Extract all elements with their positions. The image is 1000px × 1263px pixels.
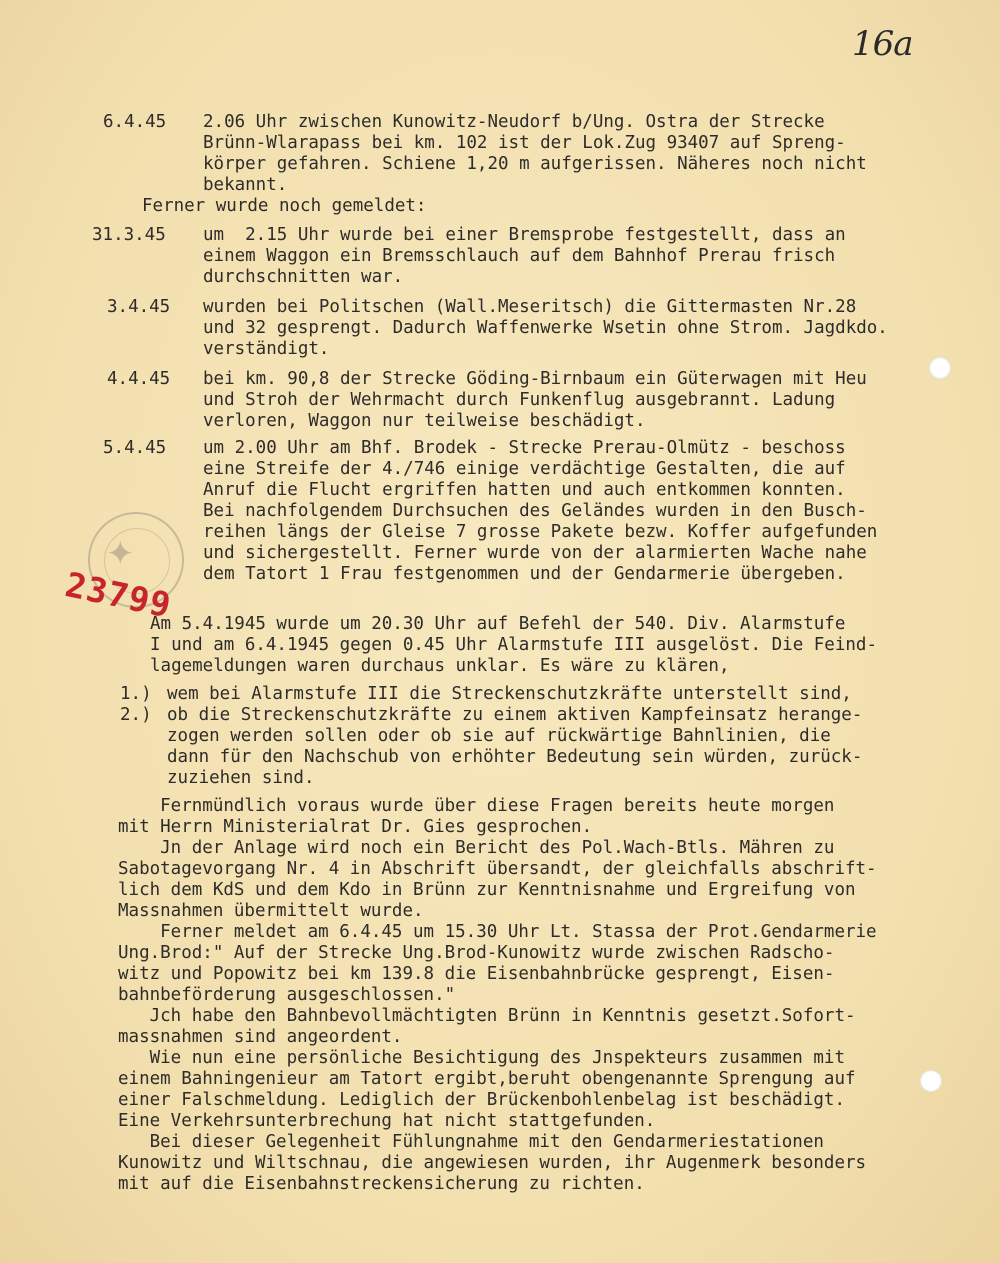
question-line: wem bei Alarmstufe III die Streckenschutzkräfte unterstellt sind, [167, 684, 852, 704]
closing-line: einem Bahningenieur am Tatort ergibt,beruht obengenannte Sprengung auf [118, 1069, 856, 1089]
closing-line: einer Falschmeldung. Lediglich der Brückenbohlenbelag ist beschädigt. [118, 1090, 845, 1110]
question-line: zuziehen sind. [167, 768, 315, 788]
closing-line: Ferner meldet am 6.4.45 um 15.30 Uhr Lt. Stassa der Prot.Gendarmerie [118, 922, 877, 942]
closing-line: Massnahmen übermittelt wurde. [118, 901, 424, 921]
entry-line: Brünn-Wlarapass bei km. 102 ist der Lok.Zug 93407 auf Spreng- [203, 133, 846, 153]
entry-line: und sichergestellt. Ferner wurde von der alarmierten Wache nahe [203, 543, 867, 563]
intro-line: Ferner wurde noch gemeldet: [142, 196, 427, 216]
entry-line: und 32 gesprengt. Dadurch Waffenwerke Wsetin ohne Strom. Jagdkdo. [203, 318, 888, 338]
question-number: 1.) [120, 684, 152, 704]
entry-line: einem Waggon ein Bremsschlauch auf dem Bahnhof Prerau frisch [203, 246, 836, 266]
entry-line: und Stroh der Wehrmacht durch Funkenflug ausgebrannt. Ladung [203, 390, 836, 410]
entry-date: 4.4.45 [107, 369, 171, 389]
closing-line: Kunowitz und Wiltschnau, die angewiesen wurden, ihr Augenmerk besonders [118, 1153, 867, 1173]
entry-line: um 2.00 Uhr am Bhf. Brodek - Strecke Prerau-Olmütz - beschoss [203, 438, 846, 458]
entry-line: bei km. 90,8 der Strecke Göding-Birnbaum ein Güterwagen mit Heu [203, 369, 867, 389]
closing-line: lich dem KdS und dem Kdo in Brünn zur Kenntnisnahme und Ergreifung von [118, 880, 856, 900]
closing-line: Wie nun eine persönliche Besichtigung des Jnspekteurs zusammen mit [118, 1048, 845, 1068]
entry-line: verloren, Waggon nur teilweise beschädigt. [203, 411, 646, 431]
entry-line: Anruf die Flucht ergriffen hatten und auch entkommen konnten. [203, 480, 846, 500]
entry-date: 6.4.45 [103, 112, 167, 132]
closing-line: Sabotagevorgang Nr. 4 in Abschrift übersandt, der gleichfalls abschrift- [118, 859, 877, 879]
closing-line: Bei dieser Gelegenheit Fühlungnahme mit den Gendarmeriestationen [118, 1132, 824, 1152]
alarm-line: Am 5.4.1945 wurde um 20.30 Uhr auf Befehl der 540. Div. Alarmstufe [150, 614, 846, 634]
entry-line: körper gefahren. Schiene 1,20 m aufgerissen. Näheres noch nicht [203, 154, 867, 174]
entry-line: dem Tatort 1 Frau festgenommen und der Gendarmerie übergeben. [203, 564, 846, 584]
closing-line: witz und Popowitz bei km 139.8 die Eisenbahnbrücke gesprengt, Eisen- [118, 964, 835, 984]
punch-hole [920, 1070, 942, 1092]
closing-line: Jch habe den Bahnbevollmächtigten Brünn in Kenntnis gesetzt.Sofort- [118, 1006, 856, 1026]
entry-line: wurden bei Politschen (Wall.Meseritsch) die Gittermasten Nr.28 [203, 297, 857, 317]
entry-line: Bei nachfolgendem Durchsuchen des Geländes wurden in den Busch- [203, 501, 867, 521]
question-line: dann für den Nachschub von erhöhter Bedeutung sein würden, zurück- [167, 747, 863, 767]
alarm-line: I und am 6.4.1945 gegen 0.45 Uhr Alarmstufe III ausgelöst. Die Feind- [150, 635, 877, 655]
alarm-line: lagemeldungen waren durchaus unklar. Es wäre zu klären, [150, 656, 730, 676]
entry-line: 2.06 Uhr zwischen Kunowitz-Neudorf b/Ung. Ostra der Strecke [203, 112, 825, 132]
closing-line: mit auf die Eisenbahnstreckensicherung zu richten. [118, 1174, 645, 1194]
question-line: ob die Streckenschutzkräfte zu einem aktiven Kampfeinsatz herange- [167, 705, 863, 725]
entry-line: eine Streife der 4./746 einige verdächtige Gestalten, die auf [203, 459, 846, 479]
entry-line: reihen längs der Gleise 7 grosse Pakete bezw. Koffer aufgefunden [203, 522, 878, 542]
closing-line: massnahmen sind angeordent. [118, 1027, 403, 1047]
punch-hole [929, 357, 951, 379]
entry-line: durchschnitten war. [203, 267, 404, 287]
entry-date: 5.4.45 [103, 438, 167, 458]
closing-line: bahnbeförderung ausgeschlossen." [118, 985, 456, 1005]
closing-line: Jn der Anlage wird noch ein Bericht des Pol.Wach-Btls. Mähren zu [118, 838, 835, 858]
entry-date: 3.4.45 [107, 297, 171, 317]
entry-line: verständigt. [203, 339, 330, 359]
entry-date: 31.3.45 [92, 225, 166, 245]
entry-line: um 2.15 Uhr wurde bei einer Bremsprobe festgestellt, dass an [203, 225, 846, 245]
closing-line: Fernmündlich voraus wurde über diese Fragen bereits heute morgen [118, 796, 835, 816]
entry-line: bekannt. [203, 175, 288, 195]
closing-line: Eine Verkehrsunterbrechung hat nicht stattgefunden. [118, 1111, 656, 1131]
red-registration-number: 23799 [61, 565, 176, 627]
question-number: 2.) [120, 705, 152, 725]
handwritten-page-number: 16a [852, 24, 913, 64]
closing-line: Ung.Brod:" Auf der Strecke Ung.Brod-Kunowitz wurde zwischen Radscho- [118, 943, 835, 963]
eagle-icon: ✦ [106, 534, 135, 574]
closing-line: mit Herrn Ministerialrat Dr. Gies gesprochen. [118, 817, 593, 837]
question-line: zogen werden sollen oder ob sie auf rückwärtige Bahnlinien, die [167, 726, 831, 746]
